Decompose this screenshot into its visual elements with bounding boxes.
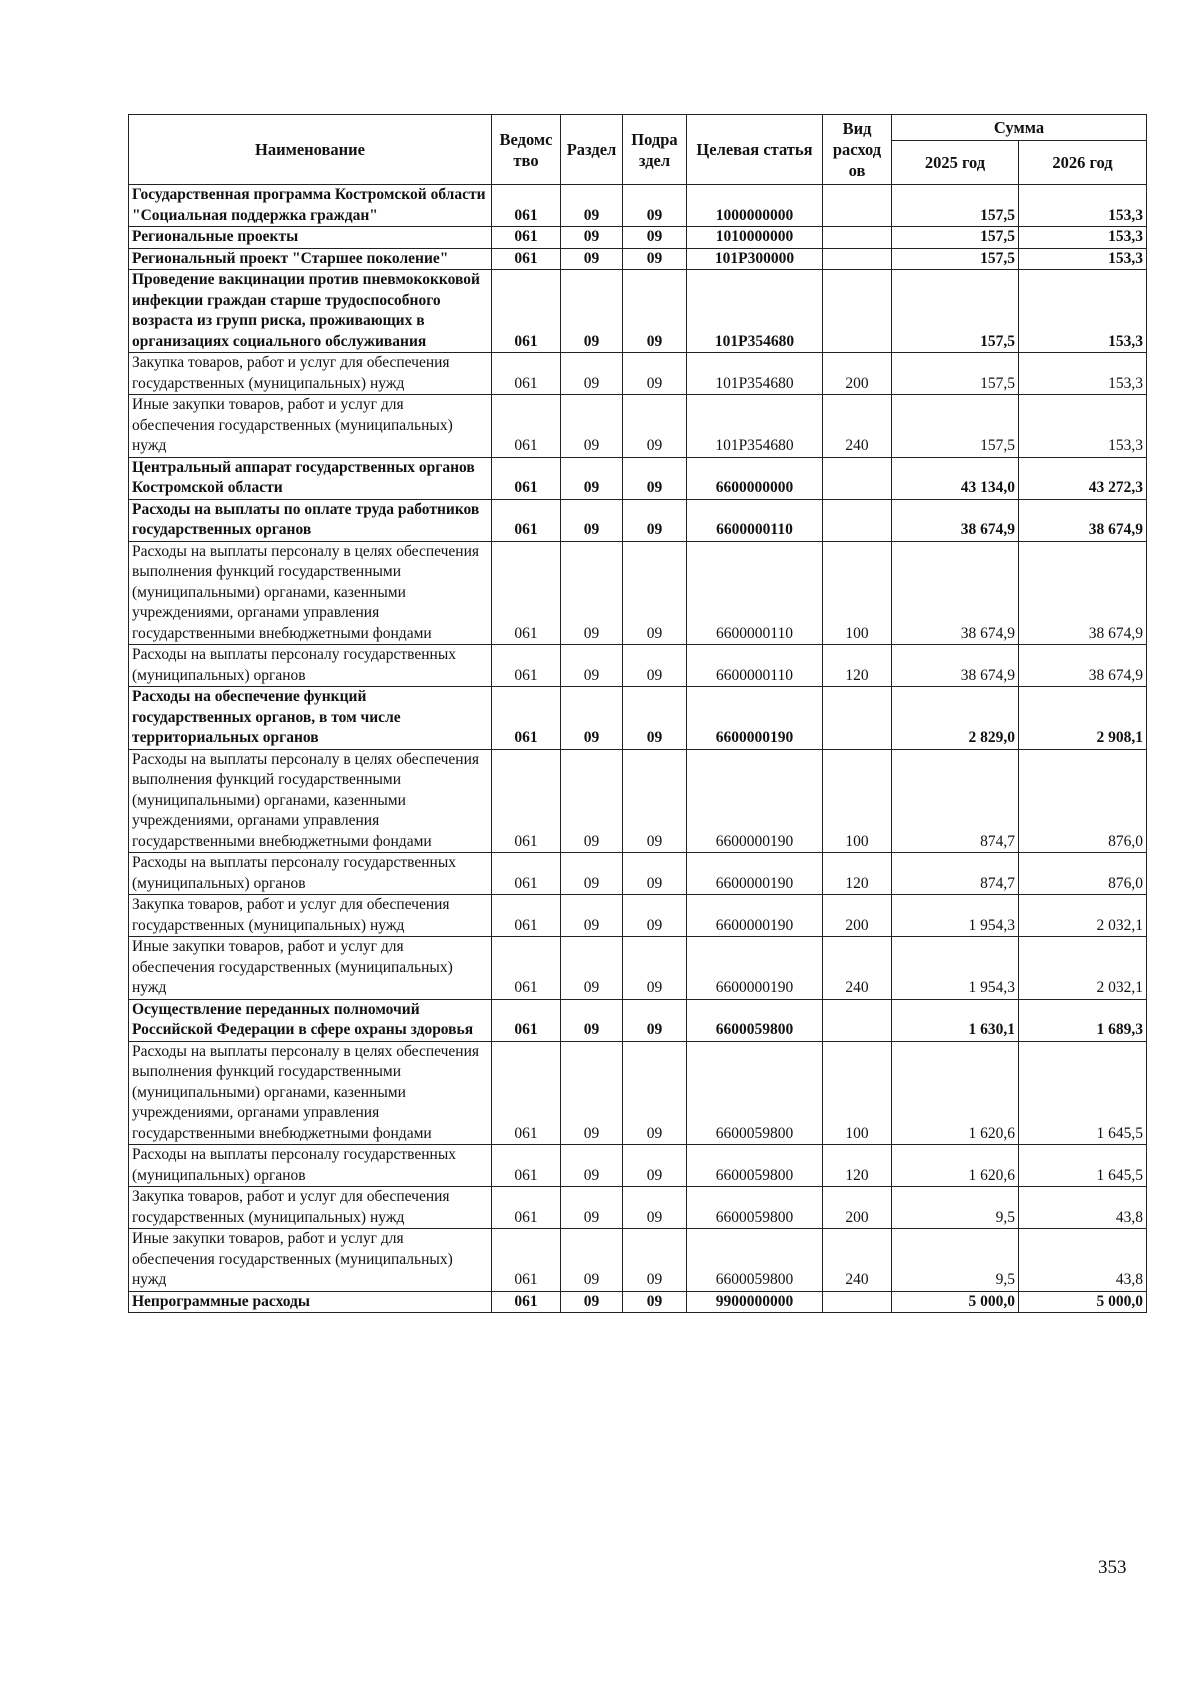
table-row <box>129 541 1147 645</box>
row-vedomstvo: 061 <box>492 645 561 687</box>
row-razdel: 09 <box>561 499 623 541</box>
table-row <box>129 395 1147 458</box>
row-vedomstvo: 061 <box>492 749 561 853</box>
row-vid: 120 <box>823 1145 892 1187</box>
row-podrazdel: 09 <box>623 395 687 458</box>
table-header <box>129 115 1147 185</box>
row-target: 6600000190 <box>687 687 823 750</box>
row-vedomstvo: 061 <box>492 395 561 458</box>
row-vedomstvo: 061 <box>492 227 561 249</box>
row-vid <box>823 999 892 1041</box>
row-name: Расходы на выплаты персоналу государственных (муниципальных) органов <box>129 1145 492 1187</box>
row-razdel: 09 <box>561 749 623 853</box>
row-podrazdel: 09 <box>623 999 687 1041</box>
row-vid: 200 <box>823 353 892 395</box>
row-razdel: 09 <box>561 457 623 499</box>
row-amount-2025: 38 674,9 <box>892 645 1019 687</box>
row-razdel: 09 <box>561 853 623 895</box>
row-razdel: 09 <box>561 687 623 750</box>
row-name: Расходы на выплаты по оплате труда работников государственных органов <box>129 499 492 541</box>
row-target: 6600000190 <box>687 937 823 1000</box>
row-vid: 100 <box>823 1041 892 1145</box>
row-podrazdel: 09 <box>623 270 687 353</box>
row-vedomstvo: 061 <box>492 1145 561 1187</box>
table-row <box>129 687 1147 750</box>
row-vid <box>823 499 892 541</box>
row-name: Центральный аппарат государственных органов Костромской области <box>129 457 492 499</box>
row-amount-2025: 9,5 <box>892 1229 1019 1292</box>
row-amount-2025: 38 674,9 <box>892 541 1019 645</box>
row-target: 6600000110 <box>687 645 823 687</box>
row-podrazdel: 09 <box>623 645 687 687</box>
row-amount-2026: 2 032,1 <box>1019 937 1147 1000</box>
row-amount-2025: 157,5 <box>892 248 1019 270</box>
row-name: Закупка товаров, работ и услуг для обеспечения государственных (муниципальных) нужд <box>129 1187 492 1229</box>
row-name: Проведение вакцинации против пневмококковой инфекции граждан старше трудоспособного возраста из групп риска, проживающих в организациях социального обслуживания <box>129 270 492 353</box>
row-vid: 200 <box>823 1187 892 1229</box>
row-amount-2025: 1 620,6 <box>892 1145 1019 1187</box>
row-razdel: 09 <box>561 895 623 937</box>
row-vid: 120 <box>823 853 892 895</box>
row-razdel: 09 <box>561 1145 623 1187</box>
row-vedomstvo: 061 <box>492 895 561 937</box>
table-row <box>129 1229 1147 1292</box>
header-2026: 2026 год <box>1019 141 1147 185</box>
table-row <box>129 1187 1147 1229</box>
row-vid: 240 <box>823 937 892 1000</box>
row-podrazdel: 09 <box>623 1145 687 1187</box>
row-name: Расходы на выплаты персоналу в целях обеспечения выполнения функций государственными (муниципальными) органами, казенными учреждениями, органами управления государственными внебюджетными фондами <box>129 541 492 645</box>
row-target: 9900000000 <box>687 1291 823 1313</box>
header-sum: Сумма <box>892 115 1147 141</box>
table-row <box>129 1145 1147 1187</box>
row-podrazdel: 09 <box>623 185 687 227</box>
row-vedomstvo: 061 <box>492 1041 561 1145</box>
row-name: Иные закупки товаров, работ и услуг для обеспечения государственных (муниципальных) нужд <box>129 395 492 458</box>
row-vid: 240 <box>823 1229 892 1292</box>
table-row <box>129 937 1147 1000</box>
row-razdel: 09 <box>561 999 623 1041</box>
row-amount-2026: 876,0 <box>1019 853 1147 895</box>
row-amount-2025: 157,5 <box>892 270 1019 353</box>
table-row <box>129 185 1147 227</box>
row-podrazdel: 09 <box>623 457 687 499</box>
row-target: 6600059800 <box>687 1145 823 1187</box>
row-target: 6600059800 <box>687 1229 823 1292</box>
row-razdel: 09 <box>561 1041 623 1145</box>
header-vid: Вид расход ов <box>823 115 892 185</box>
row-amount-2025: 157,5 <box>892 227 1019 249</box>
row-target: 6600059800 <box>687 1041 823 1145</box>
row-amount-2025: 1 620,6 <box>892 1041 1019 1145</box>
row-razdel: 09 <box>561 1229 623 1292</box>
row-vedomstvo: 061 <box>492 937 561 1000</box>
row-podrazdel: 09 <box>623 541 687 645</box>
row-vid <box>823 1291 892 1313</box>
row-amount-2026: 153,3 <box>1019 227 1147 249</box>
row-podrazdel: 09 <box>623 1229 687 1292</box>
row-target: 101P354680 <box>687 353 823 395</box>
page-number: 353 <box>1098 1557 1127 1578</box>
row-name: Региональные проекты <box>129 227 492 249</box>
table-row <box>129 248 1147 270</box>
row-vedomstvo: 061 <box>492 853 561 895</box>
row-amount-2025: 1 630,1 <box>892 999 1019 1041</box>
row-amount-2026: 38 674,9 <box>1019 499 1147 541</box>
row-podrazdel: 09 <box>623 1187 687 1229</box>
row-amount-2026: 1 689,3 <box>1019 999 1147 1041</box>
row-vid <box>823 457 892 499</box>
row-vid <box>823 227 892 249</box>
row-name: Закупка товаров, работ и услуг для обеспечения государственных (муниципальных) нужд <box>129 895 492 937</box>
row-vedomstvo: 061 <box>492 1291 561 1313</box>
row-podrazdel: 09 <box>623 895 687 937</box>
row-podrazdel: 09 <box>623 853 687 895</box>
row-razdel: 09 <box>561 227 623 249</box>
row-target: 6600059800 <box>687 1187 823 1229</box>
row-vid <box>823 248 892 270</box>
row-target: 101P300000 <box>687 248 823 270</box>
row-vedomstvo: 061 <box>492 353 561 395</box>
row-vedomstvo: 061 <box>492 248 561 270</box>
table-row <box>129 499 1147 541</box>
row-name: Расходы на выплаты персоналу государственных (муниципальных) органов <box>129 645 492 687</box>
row-target: 6600059800 <box>687 999 823 1041</box>
row-vedomstvo: 061 <box>492 999 561 1041</box>
row-name: Расходы на выплаты персоналу в целях обеспечения выполнения функций государственными (муниципальными) органами, казенными учреждениями, органами управления государственными внебюджетными фондами <box>129 749 492 853</box>
header-razdel: Раздел <box>561 115 623 185</box>
row-amount-2025: 874,7 <box>892 853 1019 895</box>
row-amount-2026: 5 000,0 <box>1019 1291 1147 1313</box>
table-row <box>129 227 1147 249</box>
row-name: Непрограммные расходы <box>129 1291 492 1313</box>
row-vid: 120 <box>823 645 892 687</box>
row-amount-2026: 153,3 <box>1019 395 1147 458</box>
row-name: Расходы на выплаты персоналу государственных (муниципальных) органов <box>129 853 492 895</box>
row-name: Иные закупки товаров, работ и услуг для обеспечения государственных (муниципальных) нужд <box>129 1229 492 1292</box>
row-vid: 100 <box>823 541 892 645</box>
row-podrazdel: 09 <box>623 937 687 1000</box>
row-name: Региональный проект "Старшее поколение" <box>129 248 492 270</box>
row-target: 6600000110 <box>687 499 823 541</box>
row-vedomstvo: 061 <box>492 499 561 541</box>
row-razdel: 09 <box>561 248 623 270</box>
table-row <box>129 457 1147 499</box>
row-podrazdel: 09 <box>623 227 687 249</box>
row-amount-2025: 1 954,3 <box>892 937 1019 1000</box>
row-target: 101P354680 <box>687 270 823 353</box>
row-target: 6600000110 <box>687 541 823 645</box>
row-amount-2025: 1 954,3 <box>892 895 1019 937</box>
row-podrazdel: 09 <box>623 749 687 853</box>
row-target: 101P354680 <box>687 395 823 458</box>
row-amount-2026: 1 645,5 <box>1019 1145 1147 1187</box>
budget-table <box>128 114 1147 1313</box>
row-podrazdel: 09 <box>623 499 687 541</box>
table-row <box>129 270 1147 353</box>
row-amount-2025: 2 829,0 <box>892 687 1019 750</box>
row-amount-2025: 874,7 <box>892 749 1019 853</box>
row-target: 6600000190 <box>687 895 823 937</box>
row-amount-2026: 43 272,3 <box>1019 457 1147 499</box>
header-2025: 2025 год <box>892 141 1019 185</box>
row-name: Расходы на выплаты персоналу в целях обеспечения выполнения функций государственными (муниципальными) органами, казенными учреждениями, органами управления государственными внебюджетными фондами <box>129 1041 492 1145</box>
row-vid <box>823 270 892 353</box>
row-amount-2026: 153,3 <box>1019 248 1147 270</box>
row-name: Закупка товаров, работ и услуг для обеспечения государственных (муниципальных) нужд <box>129 353 492 395</box>
table-row <box>129 999 1147 1041</box>
row-vedomstvo: 061 <box>492 687 561 750</box>
row-razdel: 09 <box>561 937 623 1000</box>
row-amount-2026: 43,8 <box>1019 1229 1147 1292</box>
row-amount-2026: 2 032,1 <box>1019 895 1147 937</box>
row-target: 6600000000 <box>687 457 823 499</box>
row-amount-2026: 153,3 <box>1019 270 1147 353</box>
row-razdel: 09 <box>561 395 623 458</box>
row-vid: 200 <box>823 895 892 937</box>
row-target: 6600000190 <box>687 853 823 895</box>
row-vedomstvo: 061 <box>492 1229 561 1292</box>
row-amount-2025: 157,5 <box>892 185 1019 227</box>
header-vedomstvo: Ведомс тво <box>492 115 561 185</box>
table-row <box>129 895 1147 937</box>
row-vedomstvo: 061 <box>492 1187 561 1229</box>
row-razdel: 09 <box>561 185 623 227</box>
row-vid <box>823 687 892 750</box>
row-razdel: 09 <box>561 1291 623 1313</box>
table-row <box>129 1041 1147 1145</box>
row-vedomstvo: 061 <box>492 270 561 353</box>
row-amount-2026: 38 674,9 <box>1019 541 1147 645</box>
row-amount-2025: 157,5 <box>892 353 1019 395</box>
row-target: 1000000000 <box>687 185 823 227</box>
row-razdel: 09 <box>561 270 623 353</box>
row-razdel: 09 <box>561 645 623 687</box>
row-amount-2026: 153,3 <box>1019 353 1147 395</box>
row-amount-2025: 38 674,9 <box>892 499 1019 541</box>
table-row <box>129 645 1147 687</box>
row-amount-2026: 38 674,9 <box>1019 645 1147 687</box>
header-target: Целевая статья <box>687 115 823 185</box>
row-name: Иные закупки товаров, работ и услуг для обеспечения государственных (муниципальных) нужд <box>129 937 492 1000</box>
row-podrazdel: 09 <box>623 353 687 395</box>
row-razdel: 09 <box>561 541 623 645</box>
row-amount-2025: 157,5 <box>892 395 1019 458</box>
row-amount-2026: 153,3 <box>1019 185 1147 227</box>
header-podrazdel: Подра здел <box>623 115 687 185</box>
row-amount-2026: 43,8 <box>1019 1187 1147 1229</box>
row-podrazdel: 09 <box>623 1041 687 1145</box>
table-row <box>129 1291 1147 1313</box>
row-amount-2025: 5 000,0 <box>892 1291 1019 1313</box>
row-podrazdel: 09 <box>623 1291 687 1313</box>
row-amount-2025: 43 134,0 <box>892 457 1019 499</box>
row-amount-2026: 1 645,5 <box>1019 1041 1147 1145</box>
row-name: Осуществление переданных полномочий Российской Федерации в сфере охраны здоровья <box>129 999 492 1041</box>
row-vedomstvo: 061 <box>492 185 561 227</box>
row-name: Государственная программа Костромской области "Социальная поддержка граждан" <box>129 185 492 227</box>
row-vedomstvo: 061 <box>492 541 561 645</box>
row-razdel: 09 <box>561 1187 623 1229</box>
row-vedomstvo: 061 <box>492 457 561 499</box>
row-vid: 240 <box>823 395 892 458</box>
row-vid: 100 <box>823 749 892 853</box>
row-podrazdel: 09 <box>623 687 687 750</box>
header-name: Наименование <box>129 115 492 185</box>
table-row <box>129 353 1147 395</box>
row-target: 1010000000 <box>687 227 823 249</box>
row-amount-2026: 876,0 <box>1019 749 1147 853</box>
row-amount-2025: 9,5 <box>892 1187 1019 1229</box>
row-vid <box>823 185 892 227</box>
table-row <box>129 749 1147 853</box>
table-body <box>129 185 1147 1313</box>
table-row <box>129 853 1147 895</box>
row-name: Расходы на обеспечение функций государственных органов, в том числе территориальных органов <box>129 687 492 750</box>
row-razdel: 09 <box>561 353 623 395</box>
row-podrazdel: 09 <box>623 248 687 270</box>
row-target: 6600000190 <box>687 749 823 853</box>
row-amount-2026: 2 908,1 <box>1019 687 1147 750</box>
